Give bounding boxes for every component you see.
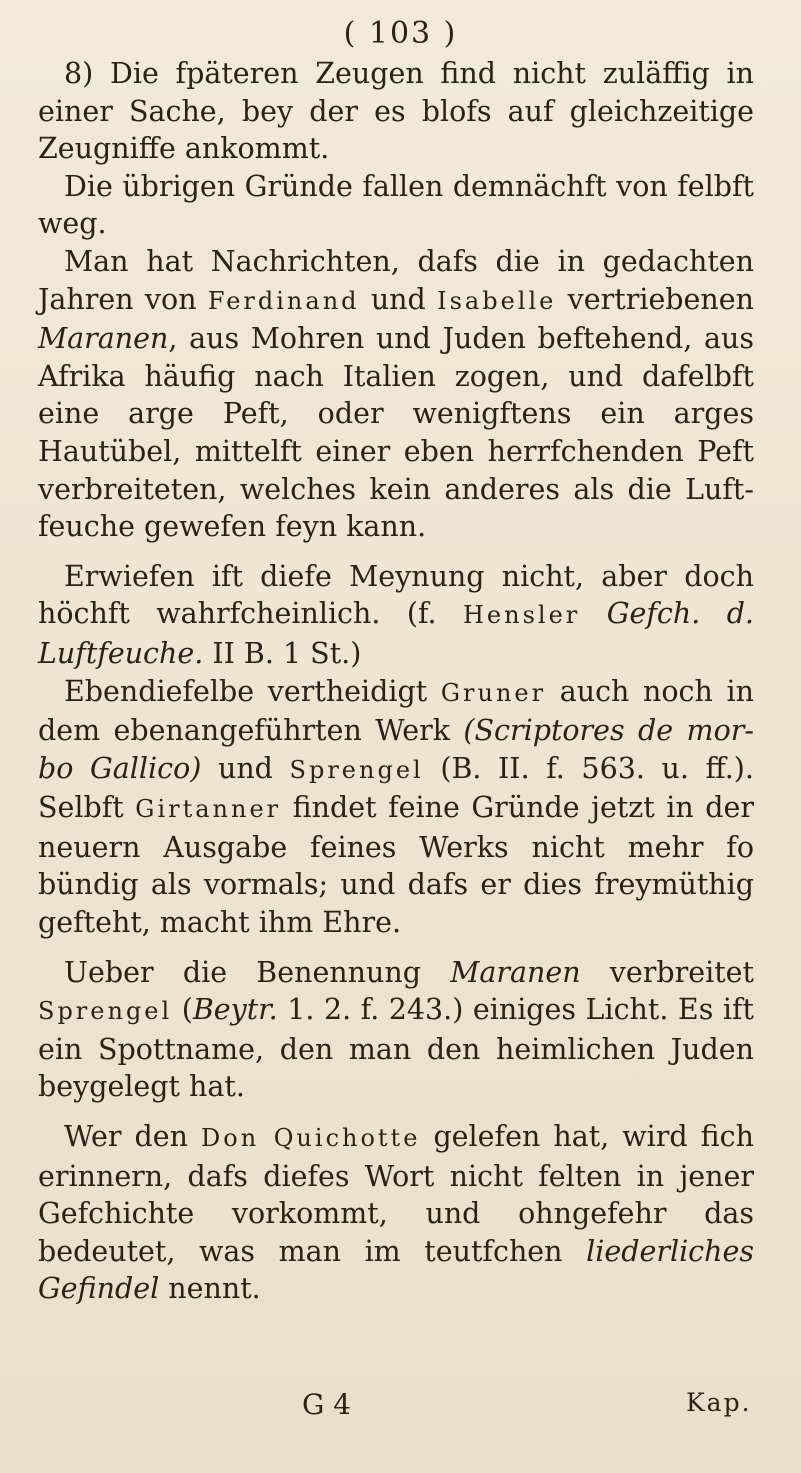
author-name: Hensler (463, 601, 581, 630)
page-number: ( 103 ) (343, 16, 458, 51)
text-run: Erwiefen ift diefe Meynung nicht, aber doch höchft wahrfcheinlich. (f. (38, 559, 754, 631)
text-run: , aus Mohren und Juden beftehend, aus Afrika häufig nach Italien zogen, und dafelbft eine arge Peft, oder wenigftens ein arges Hautübel, mittelft einer eben herrfchenden Peft verbreiteten, welches kein anderes als die Luftfeuche gewefen feyn kann. (38, 322, 754, 544)
body-text (38, 55, 754, 1308)
author-name: Girtanner (135, 795, 282, 824)
emphasized-text: Gefch. d. Luftfeuche. (38, 597, 754, 670)
emphasized-text: (Scriptores de morbo Gallico) (38, 714, 754, 785)
text-run (580, 597, 606, 630)
author-name: Sprengel (38, 997, 173, 1026)
paragraph (38, 168, 754, 243)
text-run: und (359, 282, 438, 316)
emphasized-text: liederliches Gefindel (38, 1234, 754, 1306)
emphasized-text: Maranen (450, 955, 581, 989)
text-run: (B. II. f. 563. u. ff.). Selbft (38, 751, 754, 825)
paragraph (38, 558, 754, 673)
text-run: gelefen hat, wird fich erinnern, dafs diefes Wort nicht felten in jener Gefchichte vorkommt, und ohngefehr das bedeutet, was man im teutfchen (38, 1120, 754, 1268)
text-run: Wer den (64, 1120, 201, 1154)
paragraph (38, 243, 754, 546)
text-run: Ueber die Benennung (64, 955, 451, 989)
text-run: Ebendiefelbe vertheidigt (64, 674, 441, 708)
author-name: Don Quichotte (201, 1124, 421, 1153)
text-run: 8) Die fpäteren Zeugen find nicht zuläffig in einer Sache, bey der es blofs auf gleichzeitige Zeugniffe ankommt. (38, 57, 754, 166)
text-run: verbreitet (580, 955, 754, 989)
author-name: Gruner (440, 678, 547, 707)
emphasized-text: Maranen (38, 322, 169, 356)
text-run: ( (172, 993, 193, 1027)
text-run: 1. 2. f. 243.) einiges Licht. Es ift ein Spottname, den man den heimlichen Juden beygelegt hat. (38, 993, 754, 1104)
printer-signature: G 4 (302, 1388, 352, 1421)
text-run: Man hat Nachrichten, dafs die in gedachten Jahren von (38, 244, 754, 316)
emphasized-text: Beytr. (192, 993, 278, 1027)
text-run: Die übrigen Gründe fallen demnächft von felbft weg. (38, 169, 754, 241)
text-run: II B. 1 St.) (203, 636, 362, 670)
text-run: und (201, 751, 290, 785)
catchword: Kap. (686, 1388, 752, 1417)
text-run: nennt. (159, 1272, 261, 1306)
text-run: findet feine Gründe jetzt in der neuern Ausgabe feines Werks nicht mehr fo bündig als vormals; und dafs er dies freymüthig gefteht, macht ihm Ehre. (38, 791, 755, 940)
paragraph (38, 1118, 754, 1308)
text-run: vertriebenen (556, 282, 754, 316)
page-footer (0, 1388, 801, 1428)
paragraph (38, 673, 754, 942)
paragraph (38, 55, 754, 168)
paragraph (38, 954, 754, 1106)
text-run: auch noch in dem ebenangeführten Werk (38, 674, 754, 748)
author-name: Ferdinand (207, 286, 360, 315)
author-name: Isabelle (437, 286, 557, 315)
author-name: Sprengel (289, 755, 424, 784)
